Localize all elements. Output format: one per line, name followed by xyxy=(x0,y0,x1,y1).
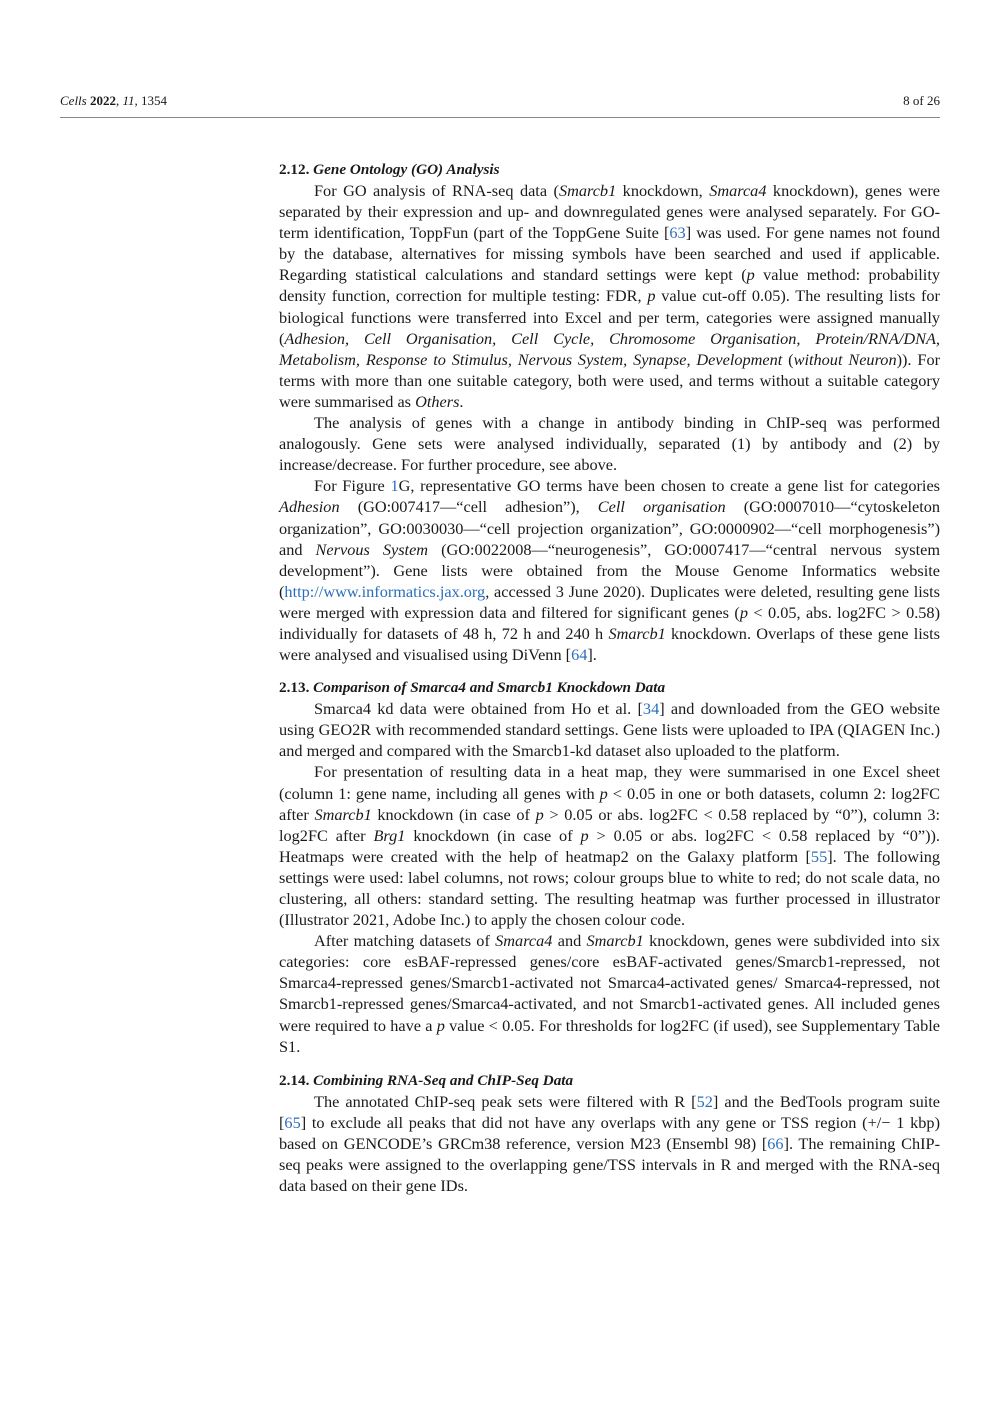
text: value cut-off 0.05). The resulting lists for biological functions were transferred into Excel and per term, categories were assigned manually ( xyxy=(279,286,940,348)
gene-name: Smarcb1 xyxy=(608,623,666,643)
text: (GO:007417—“cell adhesion”), xyxy=(339,497,598,517)
text: (GO:0007010—“cytoskeleton organization”, GO:0030030—“cell projection organization”, GO:0000902—“cell morphogenesis”) and xyxy=(279,497,940,559)
text: G, representative GO terms have been chosen to create a gene list for categories xyxy=(398,476,941,496)
journal-year: 2022 xyxy=(89,93,116,108)
text: ] to exclude all peaks that did not have any overlaps with any gene or TSS region (+/− 1 kbp) based on GENCODE’s GRCm38 reference, version M23 (Ensembl 98) [ xyxy=(279,1112,940,1153)
page-number: 8 of 26 xyxy=(903,93,940,108)
text: For Figure xyxy=(314,476,391,496)
gene-name: Smarca4 xyxy=(709,181,767,200)
text: value method: probability density function, correction for multiple testing: FDR, xyxy=(279,265,940,306)
section-title: Combining RNA-Seq and ChIP-Seq Data xyxy=(313,1071,574,1089)
text: After matching datasets of xyxy=(314,931,496,951)
gene-name: Brg1 xyxy=(373,825,406,845)
journal-name: Cells xyxy=(60,93,87,108)
text: knockdown, genes were subdivided into six categories: core esBAF-repressed genes/core esBAF-activated genes/Smarcb1-repressed, not Smarca4-repressed genes/Smarcb1-activated not Smarca4-activated genes/ Smarca4-repressed, not Smarcb1-repressed genes/Smarca4-activated, and not Smarcb1-activated genes. All included genes were required to have a xyxy=(279,931,940,1035)
section-heading-2-14 xyxy=(279,1070,940,1091)
paragraph xyxy=(279,698,940,761)
emphasis: without Neuron xyxy=(793,349,897,369)
spacer xyxy=(279,1057,940,1070)
text: ] and the BedTools program suite [ xyxy=(279,1091,940,1132)
journal-volume: 11 xyxy=(122,93,135,108)
citation-link[interactable]: 64 xyxy=(571,645,588,665)
text: and xyxy=(552,931,587,951)
article-number: 1354 xyxy=(141,93,168,108)
emphasis: Nervous System xyxy=(315,539,429,559)
text: ( xyxy=(782,349,794,369)
text: ]. xyxy=(587,645,597,665)
paragraph: The analysis of genes with a change in antibody binding in ChIP-seq was performed analogously. Gene sets were analysed individually, separated (1) by antibody and (2) by increase/decrease. For further procedure, see above. xyxy=(279,413,940,475)
header-divider xyxy=(60,117,940,118)
text: knockdown), genes were separated by their expression and up- and downregulated genes were analysed separately. For GO-term identification, ToppFun (part of the ToppGene Suite [ xyxy=(279,181,941,243)
p-symbol: p xyxy=(535,804,544,824)
section-heading-2-13 xyxy=(279,677,940,698)
text: knockdown, xyxy=(616,181,710,200)
paragraph xyxy=(279,930,940,1057)
running-header xyxy=(60,91,940,111)
p-symbol: p xyxy=(436,1015,445,1035)
text: knockdown (in case of xyxy=(405,825,581,845)
text: For presentation of resulting data in a heat map, they were summarised in one Excel sheet (column 1: gene name, including all genes with xyxy=(279,762,940,803)
text: . xyxy=(459,391,464,411)
text: < 0.05 in one or both datasets, column 2: log2FC after xyxy=(279,783,940,824)
text: ]. The following settings were used: label columns, not rows; colour groups blue to white to red; do not scale data, no clustering, all others: standard setting. The resulting heatmap was further processed in illustrator (Illustrator 2021, Adobe Inc.) to apply the chosen colour code. xyxy=(279,846,940,930)
page-body xyxy=(279,159,940,1196)
paragraph xyxy=(279,761,940,930)
text: knockdown (in case of xyxy=(371,804,536,824)
text: Smarca4 kd data were obtained from Ho et al. [ xyxy=(314,699,643,719)
emphasis: Others xyxy=(415,391,460,411)
text: ] was used. For gene names not found by the database, alternatives for missing symbols have been searched and used if applicable. Regarding statistical calculations and standard settings were kept ( xyxy=(279,223,940,285)
paragraph xyxy=(279,180,940,412)
text: (GO:0022008—“neurogenesis”, GO:0007417—“central nervous system development”). Gene lists were obtained from the Mouse Genome Informatics website ( xyxy=(279,539,941,601)
category-list: Adhesion, Cell Organisation, Cell Cycle, Chromosome Organisation, Protein/RNA/DNA, Metabolism, Response to Stimulus, Nervous System, Synapse, Development xyxy=(279,328,940,369)
section-number: 2.13. xyxy=(279,679,310,697)
figure-link[interactable]: 1 xyxy=(390,476,399,496)
text: > 0.05 or abs. log2FC < 0.58 replaced by “0”)). Heatmaps were created with the help of heatmap2 on the Galaxy platform [ xyxy=(279,825,941,866)
citation-link[interactable]: 66 xyxy=(767,1133,784,1153)
mgi-website-link[interactable]: http://www.informatics.jax.org xyxy=(284,581,486,601)
p-symbol: p xyxy=(739,602,748,622)
text: For GO analysis of RNA-seq data ( xyxy=(314,181,559,200)
text: < 0.05, abs. log2FC > 0.58) individually for datasets of 48 h, 72 h and 240 h xyxy=(279,602,940,643)
text: value < 0.05. For thresholds for log2FC (if used), see Supplementary Table S1. xyxy=(279,1015,940,1056)
text: ] and downloaded from the GEO website using GEO2R with recommended standard settings. Gene lists were uploaded to IPA (QIAGEN Inc.) and merged and compared with the Smarcb1-kd dataset also uploaded to the platform. xyxy=(279,699,940,761)
section-title: Gene Ontology (GO) Analysis xyxy=(313,161,500,178)
journal-citation: Cells 2022, 11, 1354 xyxy=(60,93,168,108)
emphasis: Adhesion xyxy=(279,497,340,517)
spacer xyxy=(279,665,940,677)
section-title: Comparison of Smarca4 and Smarcb1 Knockdown Data xyxy=(313,679,666,697)
citation-link[interactable]: 55 xyxy=(810,846,828,866)
p-symbol: p xyxy=(580,825,589,845)
text: , accessed 3 June 2020). Duplicates were deleted, resulting gene lists were merged with expression data and filtered for significant genes ( xyxy=(279,581,940,622)
citation-link[interactable]: 63 xyxy=(669,223,686,243)
paragraph xyxy=(279,475,940,665)
text: The annotated ChIP-seq peak sets were filtered with R [ xyxy=(314,1091,697,1111)
text: > 0.05 or abs. log2FC < 0.58 replaced by “0”), column 3: log2FC after xyxy=(279,804,941,845)
citation-link[interactable]: 52 xyxy=(696,1091,713,1111)
p-symbol: p xyxy=(746,265,755,285)
section-number: 2.12. xyxy=(279,161,310,178)
citation-link[interactable]: 65 xyxy=(284,1112,301,1132)
gene-name: Smarcb1 xyxy=(314,804,372,824)
text: ]. The remaining ChIP-seq peaks were assigned to the overlapping gene/TSS intervals in R and merged with the RNA-seq data based on their gene IDs. xyxy=(279,1133,940,1196)
citation-link[interactable]: 34 xyxy=(642,699,660,719)
text: knockdown. Overlaps of these gene lists were analysed and visualised using DiVenn [ xyxy=(279,623,941,665)
gene-name: Smarcb1 xyxy=(586,931,644,951)
paragraph xyxy=(279,1091,940,1196)
gene-name: Smarcb1 xyxy=(558,181,617,200)
section-heading-2-12 xyxy=(279,159,940,180)
p-symbol: p xyxy=(647,286,656,306)
gene-name: Smarca4 xyxy=(495,931,553,951)
section-number: 2.14. xyxy=(279,1071,310,1089)
emphasis: Cell organisation xyxy=(597,497,726,517)
p-symbol: p xyxy=(599,783,608,803)
text: )). For terms with more than one suitable category, both were used, and terms without a suitable category were summarised as xyxy=(279,349,941,411)
